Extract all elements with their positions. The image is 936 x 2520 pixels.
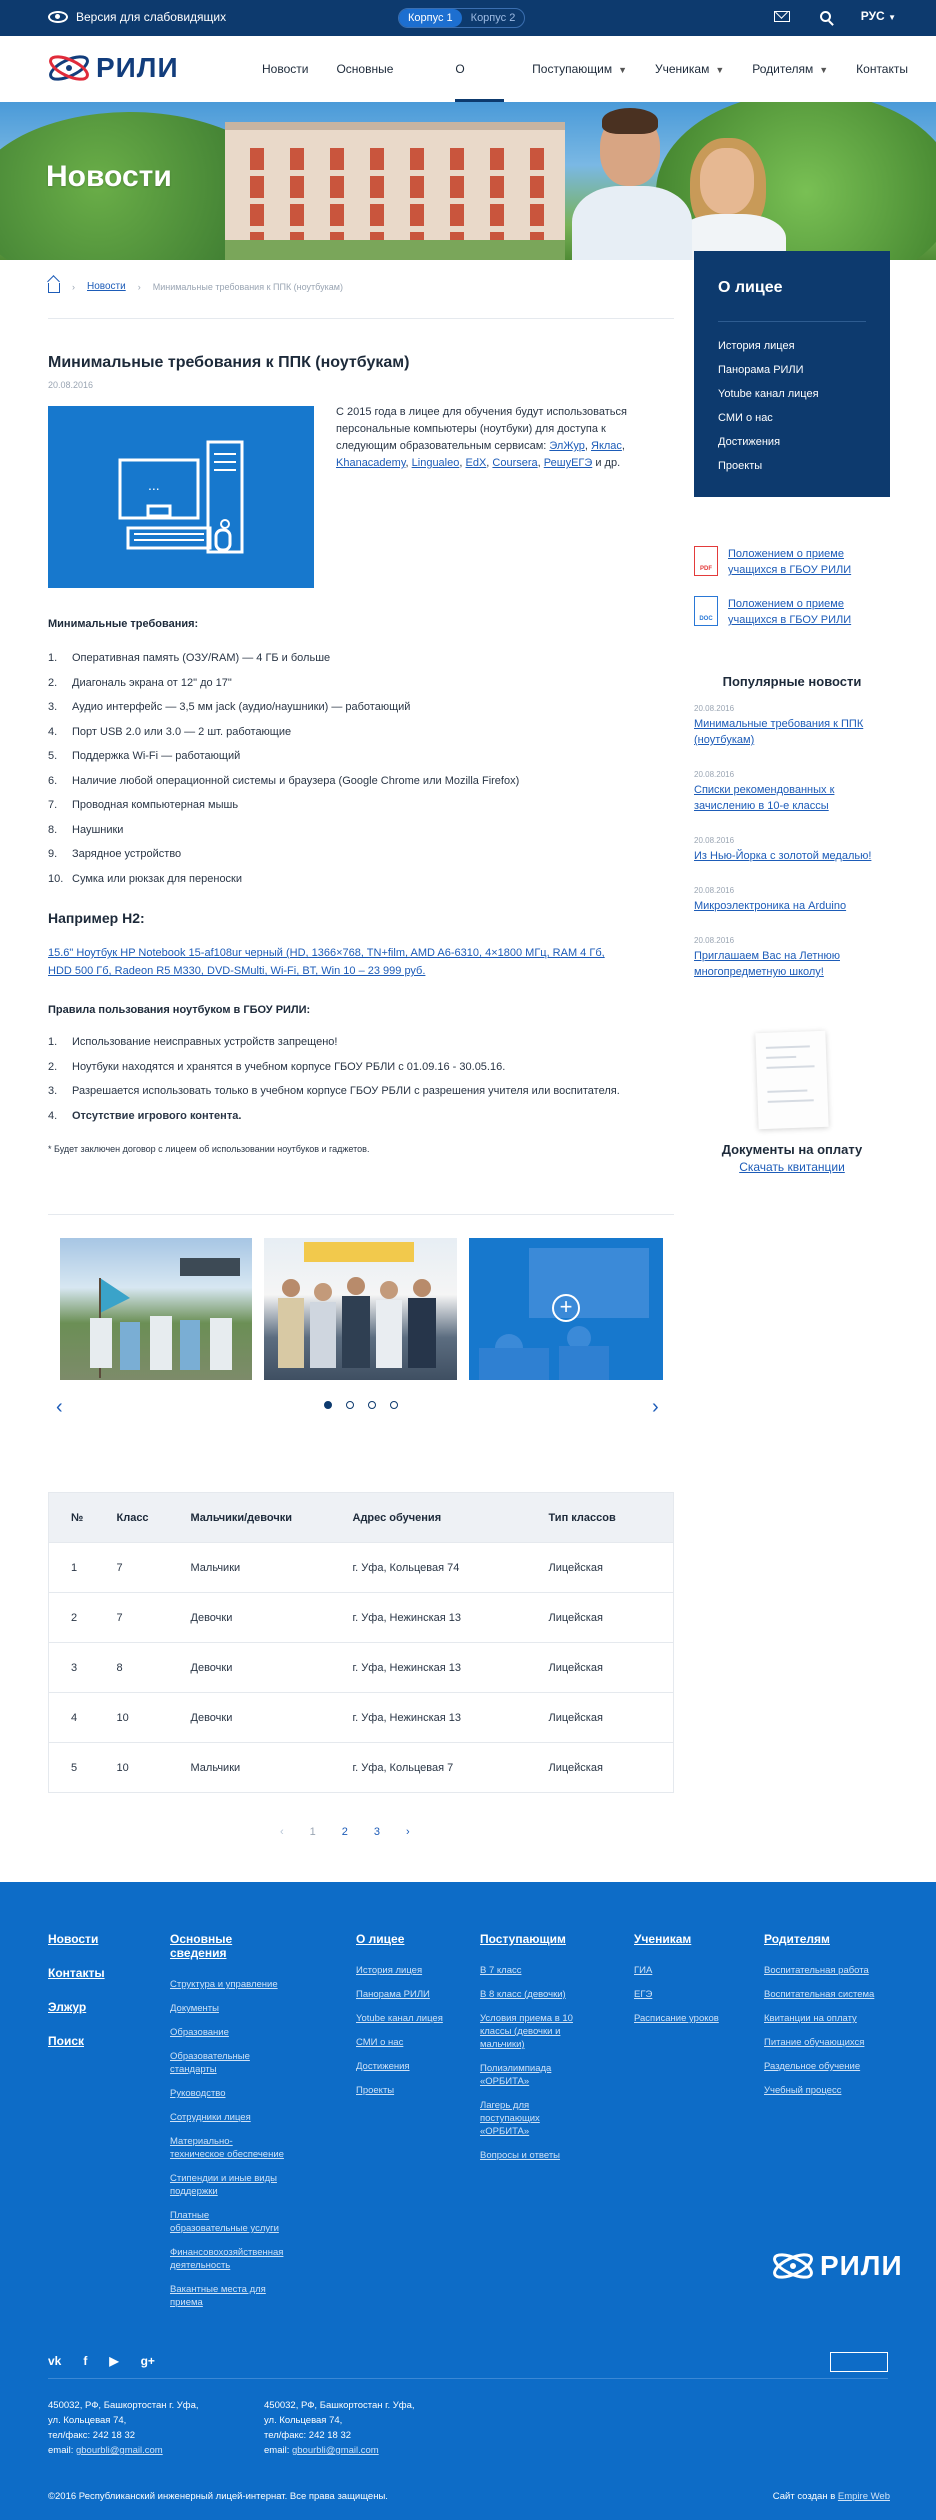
footer-link[interactable]: Лагерь для поступающих «ОРБИТА»: [480, 2100, 540, 2137]
news-date: 20.08.2016: [694, 936, 735, 945]
article-title: Минимальные требования к ППК (ноутбукам): [48, 354, 410, 371]
email-line: [264, 2443, 415, 2458]
youtube-icon[interactable]: ▶: [109, 2354, 119, 2368]
divider: [48, 2378, 888, 2379]
page-number[interactable]: 2: [341, 1826, 348, 1838]
sidebar-item-media[interactable]: СМИ о нас: [718, 412, 773, 424]
table-cell: 4: [49, 1693, 117, 1743]
address-line: 450032, РФ, Башкортостан г. Уфа,: [48, 2400, 199, 2411]
footer-link[interactable]: Условия приема в 10 классы (девочки и мальчики): [480, 2013, 573, 2050]
list-text: Порт USB 2.0 или 3.0 — 2 шт. работающие: [72, 725, 292, 738]
receipt-line: [766, 1045, 810, 1049]
footer-link[interactable]: Вопросы и ответы: [480, 2150, 561, 2161]
news-date: 20.08.2016: [694, 704, 735, 713]
footer-col-title[interactable]: Родителям: [764, 1932, 830, 1946]
banner-window: [450, 148, 464, 248]
table-cell: Девочки: [191, 1593, 353, 1643]
doc-file-icon: [694, 596, 718, 626]
list-item: [48, 848, 658, 873]
list-text: Диагональ экрана от 12" до 17": [72, 676, 232, 689]
list-text: Аудио интерфейс — 3,5 мм jack (аудио/наушники) — работающий: [72, 701, 411, 713]
list-number: 8.: [48, 823, 58, 836]
divider: [48, 1214, 674, 1215]
list-item: [48, 652, 658, 677]
table-cell: 7: [117, 1543, 191, 1593]
students-group-photo: [264, 1238, 457, 1380]
popular-news-item[interactable]: [694, 704, 890, 748]
table-cell: г. Уфа, Кольцевая 74: [353, 1543, 549, 1593]
sidebar-item-youtube[interactable]: Yotube канал лицея: [718, 388, 819, 400]
popular-news-item[interactable]: [694, 936, 890, 980]
chevron-down-icon: ▼: [715, 65, 725, 75]
footer-link[interactable]: Учебный процесс: [764, 2085, 842, 2096]
sidebar-item-history[interactable]: История лицея: [718, 340, 795, 352]
table-cell: Девочки: [191, 1693, 353, 1743]
receipt-line: [767, 1089, 807, 1092]
footer-link-news[interactable]: Новости: [48, 1932, 99, 1946]
address-2: [264, 2398, 415, 2458]
list-text: Поддержка Wi-Fi — работающий: [72, 750, 241, 762]
news-date: 20.08.2016: [694, 886, 735, 895]
banner-window: [330, 148, 344, 248]
chevron-right-icon: ›: [72, 281, 75, 292]
footer-col-title[interactable]: О лицее: [356, 1932, 405, 1946]
footer-link[interactable]: Воспитательная работа: [764, 1965, 869, 1976]
pdf-file-icon: [694, 546, 718, 576]
list-text: Разрешается использовать только в учебном корпусе ГБОУ РБЛИ с разрешения учителя или воспитателя.: [72, 1085, 620, 1097]
banner-window: [490, 148, 504, 248]
table-row: [49, 1693, 674, 1743]
table-header: Мальчики/девочки: [191, 1493, 353, 1543]
nav-item-label: Ученикам: [655, 62, 710, 76]
list-item: [48, 750, 658, 775]
home-icon[interactable]: [48, 283, 60, 293]
address-line: ул. Кольцевая 74,: [264, 2415, 343, 2426]
gallery-prev-arrow[interactable]: ‹: [56, 1396, 63, 1418]
vk-icon[interactable]: vk: [48, 2354, 62, 2368]
sidebar-item-projects[interactable]: Проекты: [718, 460, 763, 472]
footer-link[interactable]: История лицея: [356, 1965, 423, 1976]
footer-link[interactable]: СМИ о нас: [356, 2037, 404, 2048]
gallery-next-arrow[interactable]: ›: [652, 1396, 659, 1418]
footer-logo[interactable]: [770, 2246, 903, 2286]
footer-link[interactable]: Материально- техническое обеспечение: [170, 2136, 284, 2160]
footer-link[interactable]: Панорама РИЛИ: [356, 1989, 430, 2000]
list-number: 6.: [48, 774, 58, 787]
popular-news-item[interactable]: [694, 770, 890, 814]
list-number: 4.: [48, 1109, 58, 1122]
nav-item-label: Основные: [336, 62, 394, 76]
gallery-dots: [324, 1401, 398, 1409]
email-link[interactable]: gbourbli@gmail.com: [75, 2445, 163, 2456]
table-header: Класс: [117, 1493, 191, 1543]
nav-item-label: Поступающим: [532, 62, 613, 76]
list-item: [48, 824, 658, 849]
footer-link[interactable]: Достижения: [356, 2061, 410, 2072]
footer-link[interactable]: Руководство: [170, 2088, 226, 2099]
service-link[interactable]: РешуЕГЭ: [543, 457, 593, 469]
sidebar-title: О лицее: [718, 279, 783, 296]
sidebar-item-achievements[interactable]: Достижения: [718, 436, 781, 448]
list-text: Отсутствие игрового контента.: [72, 1109, 242, 1122]
list-item: [48, 1036, 658, 1061]
breadcrumb: [48, 280, 343, 293]
banner-window: [370, 148, 384, 248]
table-cell: Лицейская: [549, 1743, 674, 1793]
list-text: Сумка или рюкзак для переноски: [72, 872, 243, 885]
banner-window: [530, 148, 544, 248]
gallery-dot[interactable]: [324, 1401, 332, 1409]
receipt-title: Документы на оплату: [721, 1142, 863, 1157]
receipt-line: [767, 1065, 815, 1069]
list-text: Проводная компьютерная мышь: [72, 799, 239, 811]
list-number: 3.: [48, 1085, 58, 1097]
table-row: [49, 1543, 674, 1593]
list-text: Ноутбуки находятся и хранятся в учебном корпусе ГБОУ РБЛИ с 01.09.16 - 30.05.16.: [72, 1060, 506, 1073]
nav-item-basic-info[interactable]: [336, 36, 427, 102]
footer-col-parents: [764, 1932, 888, 2108]
popular-news-item[interactable]: [694, 836, 890, 864]
gallery-photo[interactable]: [264, 1238, 457, 1380]
divider: [718, 321, 866, 322]
social-links: [48, 2354, 155, 2368]
table-cell: 8: [117, 1643, 191, 1693]
news-link: Списки рекомендованных к зачислению в 10-е классы: [694, 784, 835, 812]
table-header: Адрес обучения: [353, 1493, 549, 1543]
intro-text: С 2015 года в лицее для обучения будут использоваться персональные компьютеры (ноутбуки) для доступа к следующим образовательным сервисам:: [336, 406, 627, 452]
list-number: 10.: [48, 872, 64, 885]
receipt-line: [766, 1056, 796, 1059]
nav-item-label: О: [455, 62, 465, 76]
footer-link[interactable]: В 8 класс (девочки): [480, 1989, 566, 2000]
address-line: тел/факс: 242 18 32: [48, 2430, 136, 2441]
file-type-label: DOC: [699, 616, 713, 622]
footer-link[interactable]: ГИА: [634, 1965, 653, 1976]
facebook-icon[interactable]: f: [83, 2354, 88, 2368]
footer-link-elzhur[interactable]: Элжур: [48, 2000, 87, 2014]
atom-logo-icon: [46, 48, 92, 88]
pagination: [280, 1826, 410, 1838]
list-text: Использование неисправных устройств запрещено!: [72, 1036, 338, 1048]
copyright: ©2016 Республиканский инженерный лицей-интернат. Все права защищены.: [48, 2491, 388, 2502]
article-intro: С 2015 года в лицее для обучения будут использоваться персональные компьютеры (ноутбуки) для доступа к следующим образовательным сервисам: ЭлЖур, Яклас, Khanacademy, Lingualeo, EdX, Coursera, РешуЕГЭ и др.: [336, 406, 627, 469]
table-cell: г. Уфа, Нежинская 13: [353, 1693, 549, 1743]
table-cell: г. Уфа, Нежинская 13: [353, 1643, 549, 1693]
list-number: 1.: [48, 652, 58, 664]
list-text: Наушники: [72, 823, 124, 836]
page-number[interactable]: 1: [309, 1826, 316, 1838]
gallery-photo[interactable]: [60, 1238, 252, 1380]
korpus-2-button[interactable]: Корпус 2: [470, 12, 516, 24]
article-date: 20.08.2016: [48, 380, 94, 390]
gallery-dot[interactable]: [346, 1401, 354, 1409]
doc-link-label: Положением о приеме учащихся в ГБОУ РИЛИ: [728, 598, 852, 626]
address-line: 450032, РФ, Башкортостан г. Уфа,: [264, 2400, 415, 2411]
table-cell: Лицейская: [549, 1643, 674, 1693]
computer-icon: [48, 406, 314, 588]
table-header-row: [49, 1493, 674, 1543]
news-link: Минимальные требования к ППК (ноутбукам): [694, 718, 864, 746]
eye-icon: [48, 11, 68, 23]
table-row: [49, 1643, 674, 1693]
list-text: Наличие любой операционной системы и браузера (Google Chrome или Mozilla Firefox): [72, 774, 520, 787]
popular-news-item[interactable]: [694, 886, 890, 914]
footer-link[interactable]: Финансовохозяйственная деятельность: [170, 2247, 284, 2271]
list-item: [48, 775, 658, 800]
footer-link[interactable]: Документы: [170, 2003, 219, 2014]
divider: [48, 318, 674, 319]
footer-link[interactable]: ЕГЭ: [634, 1989, 653, 2000]
address-line: тел/факс: 242 18 32: [264, 2430, 352, 2441]
partner-badge-icon[interactable]: [830, 2352, 888, 2372]
table-cell: Мальчики: [191, 1543, 353, 1593]
table-cell: Лицейская: [549, 1543, 674, 1593]
list-text: Зарядное устройство: [72, 848, 182, 860]
hero-banner: [0, 102, 936, 260]
chevron-down-icon: ▼: [888, 13, 896, 22]
chevron-down-icon: ▼: [618, 65, 627, 75]
nav-menu: [262, 36, 936, 102]
footer-col-title[interactable]: Основные сведения: [170, 1932, 233, 1960]
receipt-line: [768, 1099, 814, 1103]
table-header: №: [49, 1493, 117, 1543]
page-number[interactable]: 3: [373, 1826, 381, 1838]
classes-table: [48, 1492, 674, 1793]
footer-link[interactable]: Проекты: [356, 2085, 395, 2096]
service-link[interactable]: Lingualeo: [411, 457, 460, 469]
footer-link[interactable]: Образование: [170, 2027, 229, 2038]
footer-link[interactable]: Воспитательная система: [764, 1989, 875, 2000]
footer-link[interactable]: Полиэлимпиада «ОРБИТА»: [480, 2063, 552, 2087]
list-number: 3.: [48, 701, 58, 713]
email-line: [48, 2443, 199, 2458]
main-nav: [0, 36, 936, 102]
atom-logo-icon: [770, 2246, 816, 2286]
table-cell: Лицейская: [549, 1593, 674, 1643]
list-text: Оперативная память (ОЗУ/RAM) — 4 ГБ и больше: [72, 652, 331, 664]
footer-col-title[interactable]: Поступающим: [480, 1932, 566, 1946]
table-row: [49, 1743, 674, 1793]
doc-link-pdf[interactable]: [694, 546, 858, 578]
table-cell: 10: [117, 1743, 191, 1793]
footer-col-students: [634, 1932, 734, 2036]
logo-text: РИЛИ: [96, 52, 179, 83]
footer-link[interactable]: Платные образовательные услуги: [170, 2210, 279, 2234]
banner-window: [290, 148, 304, 248]
chevron-down-icon: ▼: [819, 65, 829, 75]
footer-col-basic-info: [170, 1932, 288, 2320]
list-item: [48, 677, 658, 702]
banner-person: [602, 108, 658, 134]
news-date: 20.08.2016: [694, 770, 735, 779]
footer-link-contacts[interactable]: Контакты: [48, 1966, 105, 1980]
table-cell: 10: [117, 1693, 191, 1743]
banner-lawn: [225, 240, 565, 260]
news-date: 20.08.2016: [694, 836, 735, 845]
footnote: * Будет заключен договор с лицеем об использовании ноутбуков и гаджетов.: [48, 1144, 370, 1154]
footer-link[interactable]: Расписание уроков: [634, 2013, 719, 2024]
gallery-photo[interactable]: [469, 1238, 663, 1380]
table-row: [49, 1593, 674, 1643]
students-flag-photo: [60, 1238, 252, 1380]
korpus-switch: [398, 8, 525, 28]
file-type-label: PDF: [700, 566, 712, 572]
service-link[interactable]: ЭлЖур: [549, 440, 585, 452]
footer-col-applicants: [480, 1932, 580, 2173]
footer-link[interactable]: В 7 класс: [480, 1965, 522, 1976]
table-cell: 7: [117, 1593, 191, 1643]
intro-text: и др.: [592, 457, 621, 469]
list-item: [48, 1110, 658, 1135]
banner-person: [700, 148, 754, 214]
list-number: 1.: [48, 1036, 58, 1048]
rules-list: [48, 1036, 658, 1134]
article-image: [48, 406, 314, 588]
breadcrumb-current: Минимальные требования к ППК (ноутбукам): [152, 281, 343, 292]
logo-text: РИЛИ: [820, 2250, 903, 2281]
zoom-plus-icon[interactable]: +: [552, 1294, 580, 1322]
table-cell: 2: [49, 1593, 117, 1643]
svg-text:...: ...: [148, 477, 160, 493]
list-item: [48, 1085, 658, 1110]
footer-col-title[interactable]: Ученикам: [634, 1932, 692, 1946]
address-line: ул. Кольцевая 74,: [48, 2415, 127, 2426]
table-cell: Девочки: [191, 1643, 353, 1693]
gallery-dot[interactable]: [368, 1401, 376, 1409]
table-cell: 3: [49, 1643, 117, 1693]
list-number: 4.: [48, 725, 58, 738]
breadcrumb-news[interactable]: Новости: [87, 281, 126, 292]
nav-item-parents[interactable]: [752, 36, 828, 102]
nav-item-news[interactable]: Новости: [262, 62, 309, 76]
service-link[interactable]: Khanacademy: [336, 457, 406, 469]
footer-link[interactable]: Питание обучающихся: [764, 2037, 865, 2048]
banner-person: [572, 186, 692, 260]
popular-news-title: Популярные новости: [722, 674, 862, 689]
list-number: 2.: [48, 676, 58, 689]
list-item: [48, 726, 658, 751]
table-header: Тип классов: [549, 1493, 674, 1543]
chevron-right-icon[interactable]: ›: [406, 1826, 410, 1838]
site-credits: [773, 2491, 890, 2502]
list-item: [48, 701, 658, 726]
table-cell: Лицейская: [549, 1693, 674, 1743]
search-icon[interactable]: [820, 11, 831, 22]
logo[interactable]: [46, 48, 179, 88]
nav-item-about[interactable]: [455, 36, 504, 102]
list-number: 2.: [48, 1060, 58, 1073]
example-heading: Например Н2:: [48, 910, 145, 926]
list-item: [48, 873, 658, 898]
list-number: 5.: [48, 750, 58, 762]
language-select[interactable]: [861, 9, 896, 23]
accessibility-link[interactable]: [48, 10, 226, 24]
credits-label: Сайт создан в: [772, 2491, 838, 2502]
requirements-heading: Минимальные требования:: [48, 618, 199, 630]
sidebar-item-panorama[interactable]: Панорама РИЛИ: [718, 364, 804, 376]
receipt-download-link[interactable]: Скачать квитанции: [739, 1160, 845, 1174]
email-label: email:: [264, 2445, 290, 2456]
about-sidebar: [694, 251, 890, 497]
news-link: Из Нью-Йорка с золотой медалью!: [694, 850, 872, 862]
chevron-right-icon: ›: [137, 281, 141, 292]
gallery-dot[interactable]: [390, 1401, 398, 1409]
footer-link[interactable]: Сотрудники лицея: [170, 2112, 251, 2123]
email-link[interactable]: gbourbli@gmail.com: [291, 2445, 379, 2456]
accessibility-label: Версия для слабовидящих: [76, 10, 227, 24]
footer-link[interactable]: Квитанции на оплату: [764, 2013, 857, 2024]
google-plus-icon[interactable]: g+: [140, 2354, 155, 2368]
doc-link-doc[interactable]: [694, 596, 858, 628]
service-link[interactable]: EdX: [465, 457, 487, 469]
maker-link[interactable]: Empire Web: [837, 2491, 890, 2502]
example-laptop-link[interactable]: 15.6" Ноутбук HP Notebook 15-af108ur черный (HD, 1366×768, TN+film, AMD A6-6310, 4×1800 МГц, RAM 4 Гб, HDD 500 Гб, Radeon R5 M330, DVD-SMulti, Wi-Fi, BT, Win 10 – 23 999 руб.: [48, 947, 605, 977]
nav-item-students[interactable]: [655, 36, 724, 102]
table-cell: Мальчики: [191, 1743, 353, 1793]
banner-window: [250, 148, 264, 248]
table-cell: 5: [49, 1743, 117, 1793]
nav-item-applicants[interactable]: [532, 36, 627, 102]
chevron-left-icon[interactable]: ‹: [280, 1826, 284, 1838]
list-number: 9.: [48, 848, 58, 860]
requirements-list: [48, 652, 658, 897]
footer-link[interactable]: Yotube канал лицея: [356, 2013, 443, 2024]
footer-link[interactable]: Стипендии и иные виды поддержки: [170, 2173, 277, 2197]
top-bar: [0, 0, 936, 36]
list-item: [48, 1061, 658, 1086]
table-cell: г. Уфа, Кольцевая 7: [353, 1743, 549, 1793]
news-link: Микроэлектроника на Arduino: [694, 900, 847, 912]
language-label: РУС: [860, 9, 885, 23]
service-link[interactable]: Coursera: [492, 457, 538, 469]
table-cell: г. Уфа, Нежинская 13: [353, 1593, 549, 1643]
footer-link-search[interactable]: Поиск: [48, 2034, 85, 2048]
address-1: [48, 2398, 199, 2458]
footer: [0, 1882, 936, 2520]
nav-item-contacts[interactable]: Контакты: [856, 62, 908, 76]
footer-link[interactable]: Структура и управление: [170, 1979, 278, 1990]
footer-link[interactable]: Вакантные места для приема: [170, 2284, 266, 2308]
footer-col-about: [356, 1932, 456, 2108]
news-link: Приглашаем Вас на Летнюю многопредметную школу!: [694, 950, 840, 978]
korpus-1-button[interactable]: Корпус 1: [399, 9, 462, 27]
page-title: Новости: [46, 160, 172, 193]
list-number: 7.: [48, 799, 58, 811]
list-item: [48, 799, 658, 824]
footer-link[interactable]: Раздельное обучение: [764, 2061, 861, 2072]
topbar-icons: [774, 9, 896, 23]
banner-window: [410, 148, 424, 248]
footer-link[interactable]: Образовательные стандарты: [170, 2051, 250, 2075]
service-link[interactable]: Яклас: [591, 440, 622, 452]
doc-link-label: Положением о приеме учащихся в ГБОУ РИЛИ: [728, 548, 852, 576]
receipt-image[interactable]: [755, 1031, 828, 1129]
table-cell: 1: [49, 1543, 117, 1593]
mail-icon[interactable]: [774, 11, 790, 22]
footer-main-links: [48, 1932, 105, 2068]
email-label: email:: [48, 2445, 74, 2456]
nav-item-label: Родителям: [752, 62, 814, 76]
rules-heading: Правила пользования ноутбуком в ГБОУ РИЛИ:: [48, 1004, 311, 1016]
